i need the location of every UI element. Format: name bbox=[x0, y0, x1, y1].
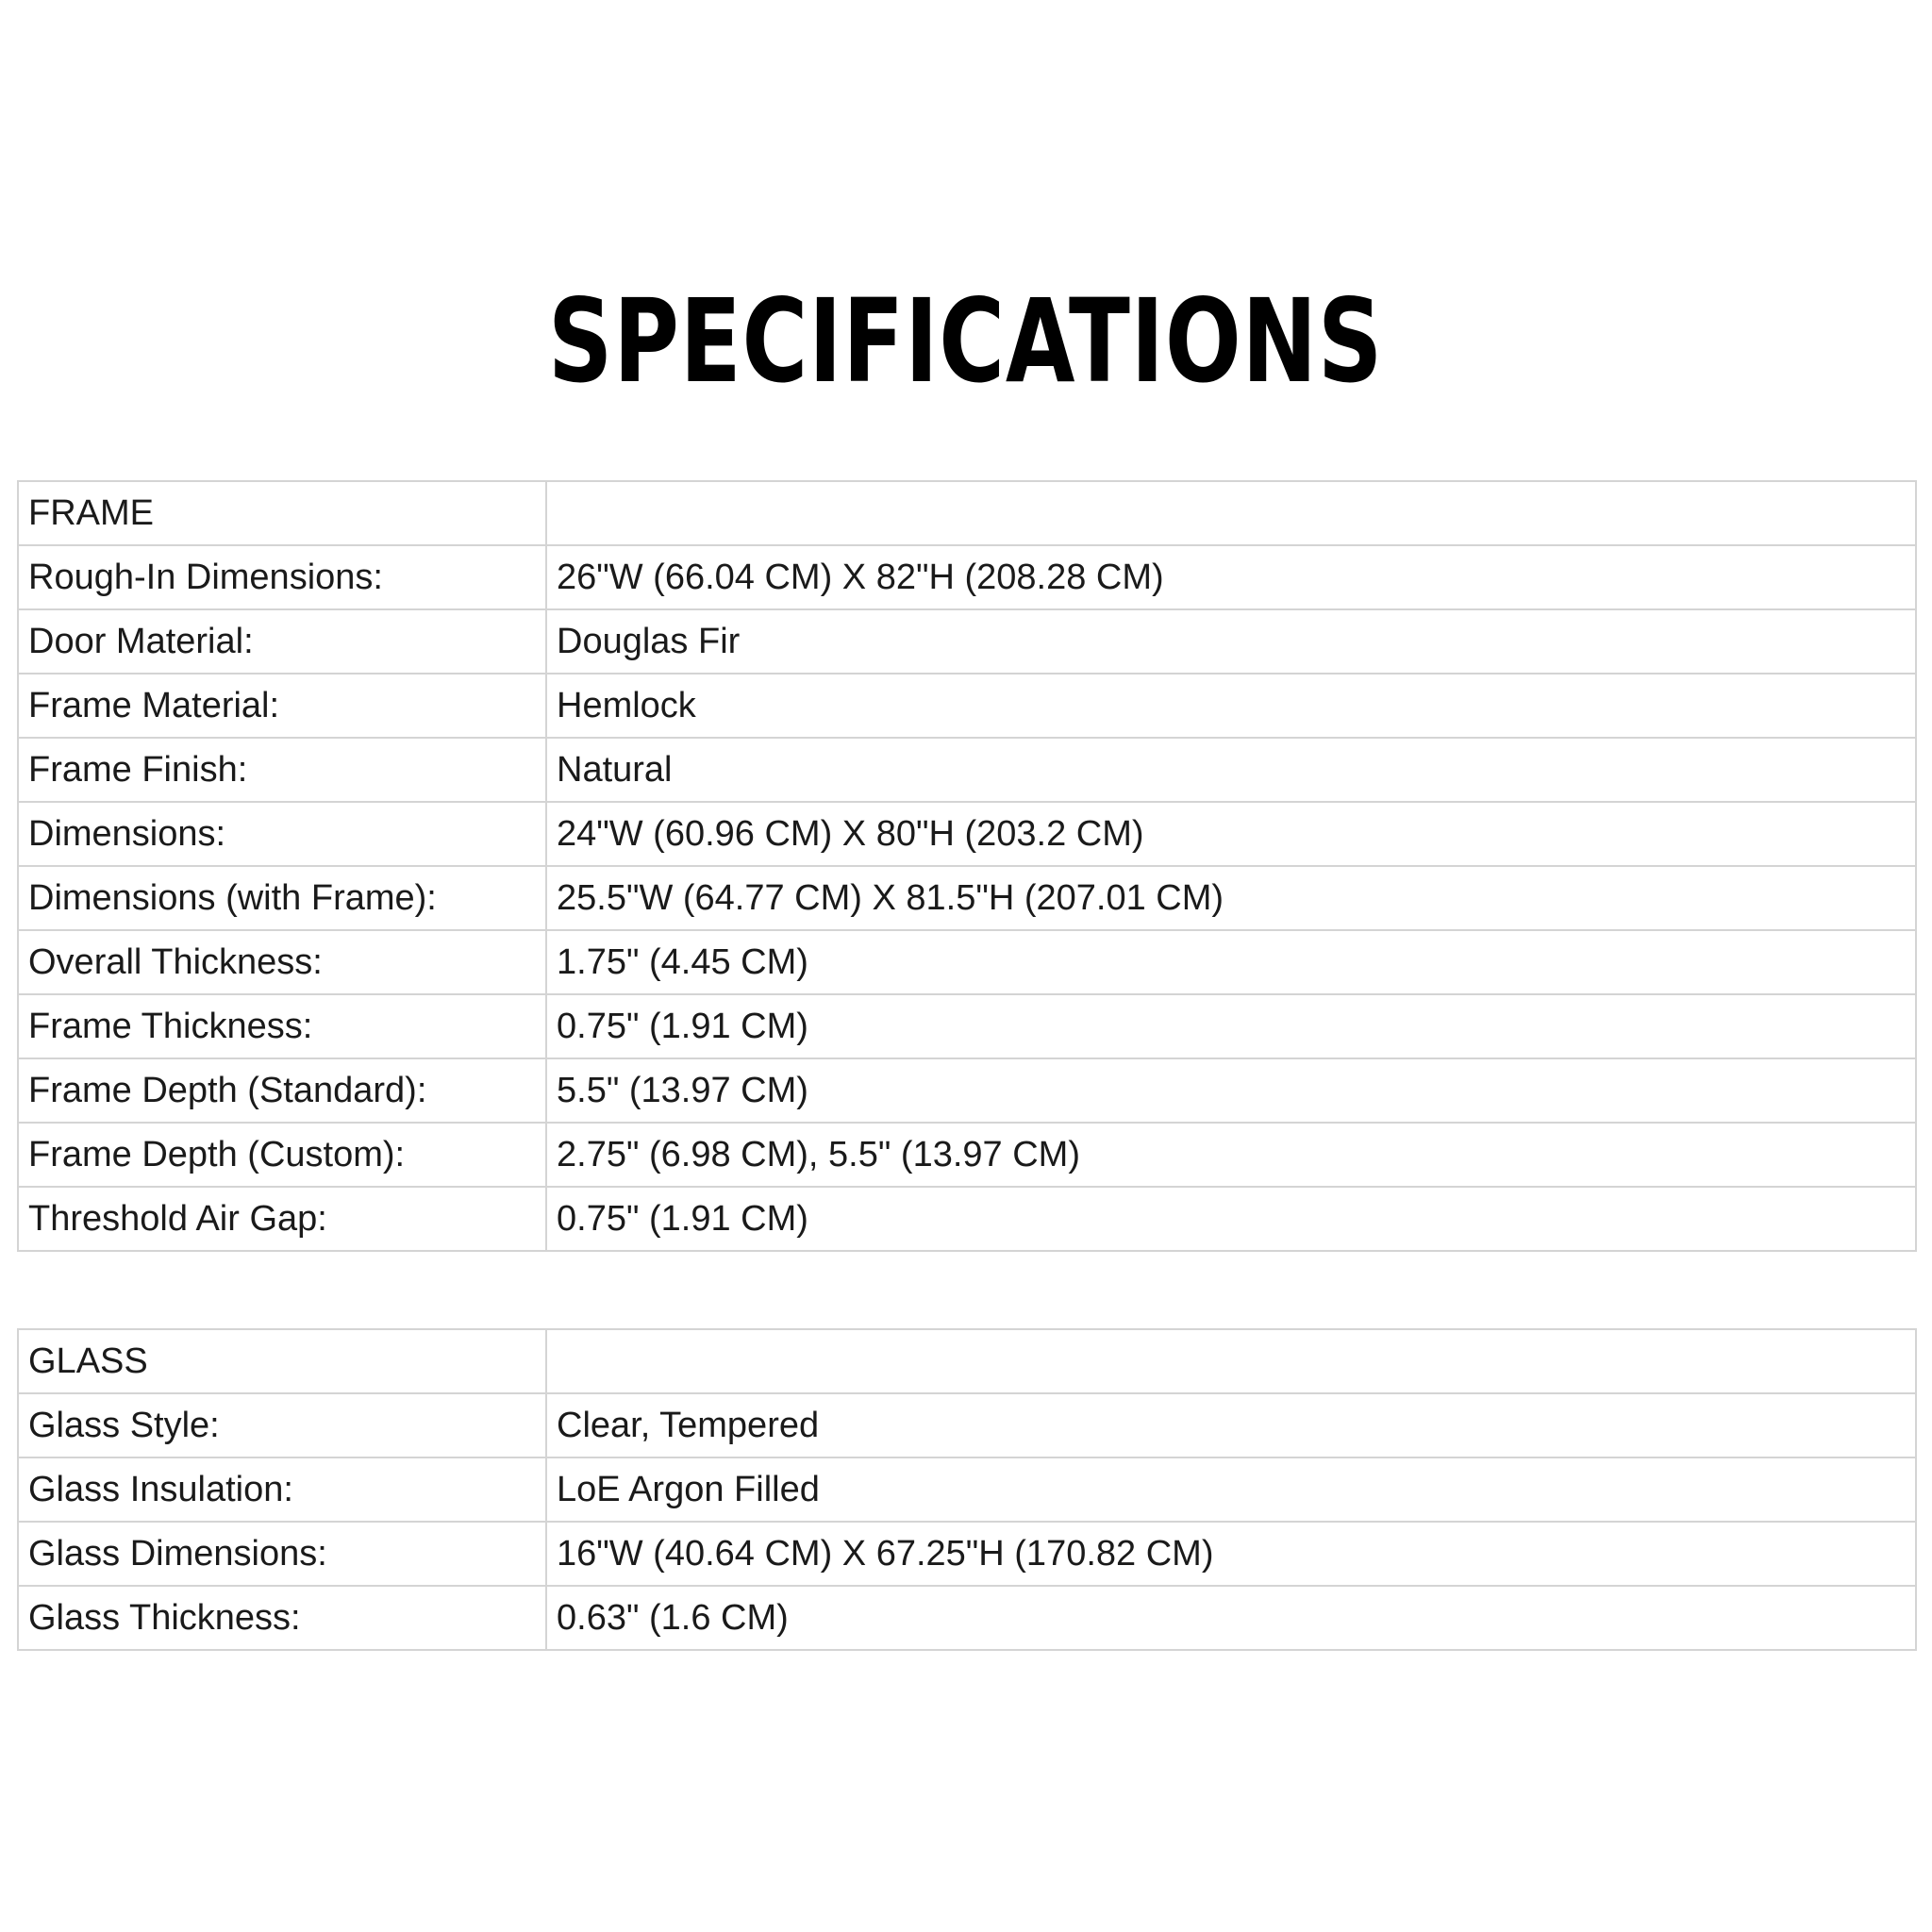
spec-label: Frame Thickness: bbox=[18, 994, 546, 1058]
spec-value: Clear, Tempered bbox=[546, 1393, 1916, 1457]
table-row bbox=[18, 994, 1916, 1058]
table-row bbox=[18, 1522, 1916, 1586]
page-title: SPECIFICATIONS bbox=[547, 275, 1384, 408]
empty-cell bbox=[546, 481, 1916, 545]
spec-value: 5.5" (13.97 CM) bbox=[546, 1058, 1916, 1123]
spec-value: LoE Argon Filled bbox=[546, 1457, 1916, 1522]
spec-label: Overall Thickness: bbox=[18, 930, 546, 994]
table-row bbox=[18, 545, 1916, 609]
spec-value: Natural bbox=[546, 738, 1916, 802]
spec-label: Frame Depth (Standard): bbox=[18, 1058, 546, 1123]
spec-value: 1.75" (4.45 CM) bbox=[546, 930, 1916, 994]
spec-value: Douglas Fir bbox=[546, 609, 1916, 674]
table-row bbox=[18, 1058, 1916, 1123]
table-row bbox=[18, 1393, 1916, 1457]
spec-label: Frame Material: bbox=[18, 674, 546, 738]
table-row bbox=[18, 1457, 1916, 1522]
table-row bbox=[18, 802, 1916, 866]
table-row bbox=[18, 674, 1916, 738]
spec-label: Glass Dimensions: bbox=[18, 1522, 546, 1586]
spec-label: Frame Depth (Custom): bbox=[18, 1123, 546, 1187]
table-header-row bbox=[18, 481, 1916, 545]
spec-value: 25.5"W (64.77 CM) X 81.5"H (207.01 CM) bbox=[546, 866, 1916, 930]
section-heading: GLASS bbox=[18, 1329, 546, 1393]
spec-label: Frame Finish: bbox=[18, 738, 546, 802]
spec-label: Glass Thickness: bbox=[18, 1586, 546, 1650]
table-row bbox=[18, 866, 1916, 930]
spec-label: Dimensions: bbox=[18, 802, 546, 866]
spec-value: 16"W (40.64 CM) X 67.25"H (170.82 CM) bbox=[546, 1522, 1916, 1586]
spec-value: 2.75" (6.98 CM), 5.5" (13.97 CM) bbox=[546, 1123, 1916, 1187]
spec-value: 26"W (66.04 CM) X 82"H (208.28 CM) bbox=[546, 545, 1916, 609]
section-heading: FRAME bbox=[18, 481, 546, 545]
spec-label: Threshold Air Gap: bbox=[18, 1187, 546, 1251]
table-row bbox=[18, 1187, 1916, 1251]
table-row bbox=[18, 609, 1916, 674]
spec-label: Glass Insulation: bbox=[18, 1457, 546, 1522]
glass-spec-table bbox=[17, 1328, 1917, 1651]
spec-label: Door Material: bbox=[18, 609, 546, 674]
table-row bbox=[18, 738, 1916, 802]
table-row bbox=[18, 930, 1916, 994]
spec-value: 0.63" (1.6 CM) bbox=[546, 1586, 1916, 1650]
spec-value: 0.75" (1.91 CM) bbox=[546, 994, 1916, 1058]
spec-label: Glass Style: bbox=[18, 1393, 546, 1457]
frame-spec-table bbox=[17, 480, 1917, 1252]
spec-value: 0.75" (1.91 CM) bbox=[546, 1187, 1916, 1251]
spec-label: Rough-In Dimensions: bbox=[18, 545, 546, 609]
table-row bbox=[18, 1586, 1916, 1650]
table-row bbox=[18, 1123, 1916, 1187]
spec-value: 24"W (60.96 CM) X 80"H (203.2 CM) bbox=[546, 802, 1916, 866]
table-header-row bbox=[18, 1329, 1916, 1393]
empty-cell bbox=[546, 1329, 1916, 1393]
spec-label: Dimensions (with Frame): bbox=[18, 866, 546, 930]
spec-value: Hemlock bbox=[546, 674, 1916, 738]
